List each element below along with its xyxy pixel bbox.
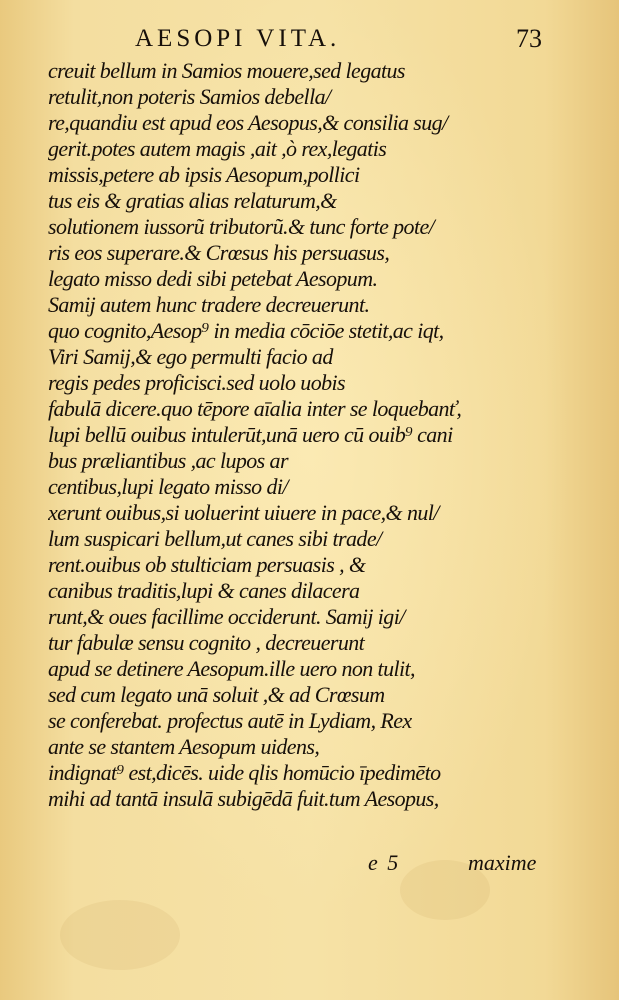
text-line: runt,& oues facillime occiderunt. Samij igi/ <box>48 604 405 629</box>
text-line: lum suspicari bellum,ut canes sibi trade/ <box>48 526 382 551</box>
text-line: gerit.potes autem magis ,ait ,ò rex,legatis <box>48 136 387 161</box>
text-line: indignat⁹ est,dicēs. uide qlis homūcio īpedimēto <box>48 760 441 785</box>
text-line: creuit bellum in Samios mouere,sed legatus <box>48 58 405 83</box>
signature-mark: e 5 <box>368 850 399 875</box>
text-line: canibus traditis,lupi & canes dilacera <box>48 578 360 603</box>
text-line: solutionem iussorũ tributorũ.& tunc forte pote/ <box>48 214 435 239</box>
running-head: AESOPI VITA. <box>135 25 341 52</box>
text-line: bus præliantibus ,ac lupos ar <box>48 448 288 473</box>
text-line: regis pedes proficisci.sed uolo uobis <box>48 370 345 395</box>
paper-stain <box>60 900 180 970</box>
page-footer <box>0 848 619 878</box>
text-line: centibus,lupi legato misso di/ <box>48 474 288 499</box>
text-line: missis,petere ab ipsis Aesopum,pollici <box>48 162 360 187</box>
text-line: retulit,non poteris Samios debella/ <box>48 84 331 109</box>
text-line: Viri Samij,& ego permulti facio ad <box>48 344 333 369</box>
text-line: tus eis & gratias alias relaturum,& <box>48 188 337 213</box>
text-line: apud se detinere Aesopum.ille uero non tulit, <box>48 656 415 681</box>
text-line: mihi ad tantā insulā subigēdā fuit.tum Aesopus, <box>48 786 439 811</box>
body-text <box>48 58 568 812</box>
text-line: re,quandiu est apud eos Aesopus,& consilia sug/ <box>48 110 448 135</box>
text-line: fabulā dicere.quo tēpore aīalia inter se loquebanť, <box>48 396 462 421</box>
catchword: maxime <box>468 850 537 875</box>
text-line: quo cognito,Aesop⁹ in media cōciōe stetit,ac iqt, <box>48 318 444 343</box>
page-header <box>0 22 619 56</box>
text-line: ante se stantem Aesopum uidens, <box>48 734 320 759</box>
text-line: tur fabulæ sensu cognito , decreuerunt <box>48 630 365 655</box>
text-line: lupi bellū ouibus intulerūt,unā uero cū ouib⁹ cani <box>48 422 453 447</box>
text-line: se conferebat. profectus autē in Lydiam, Rex <box>48 708 412 733</box>
text-line: ris eos superare.& Crœsus his persuasus, <box>48 240 390 265</box>
text-line: xerunt ouibus,si uoluerint uiuere in pace,& nul/ <box>48 500 439 525</box>
text-line: sed cum legato unā soluit ,& ad Crœsum <box>48 682 385 707</box>
page-number: 73 <box>516 24 542 53</box>
text-line: rent.ouibus ob stulticiam persuasis , & <box>48 552 366 577</box>
text-line: Samij autem hunc tradere decreuerunt. <box>48 292 370 317</box>
text-line: legato misso dedi sibi petebat Aesopum. <box>48 266 378 291</box>
